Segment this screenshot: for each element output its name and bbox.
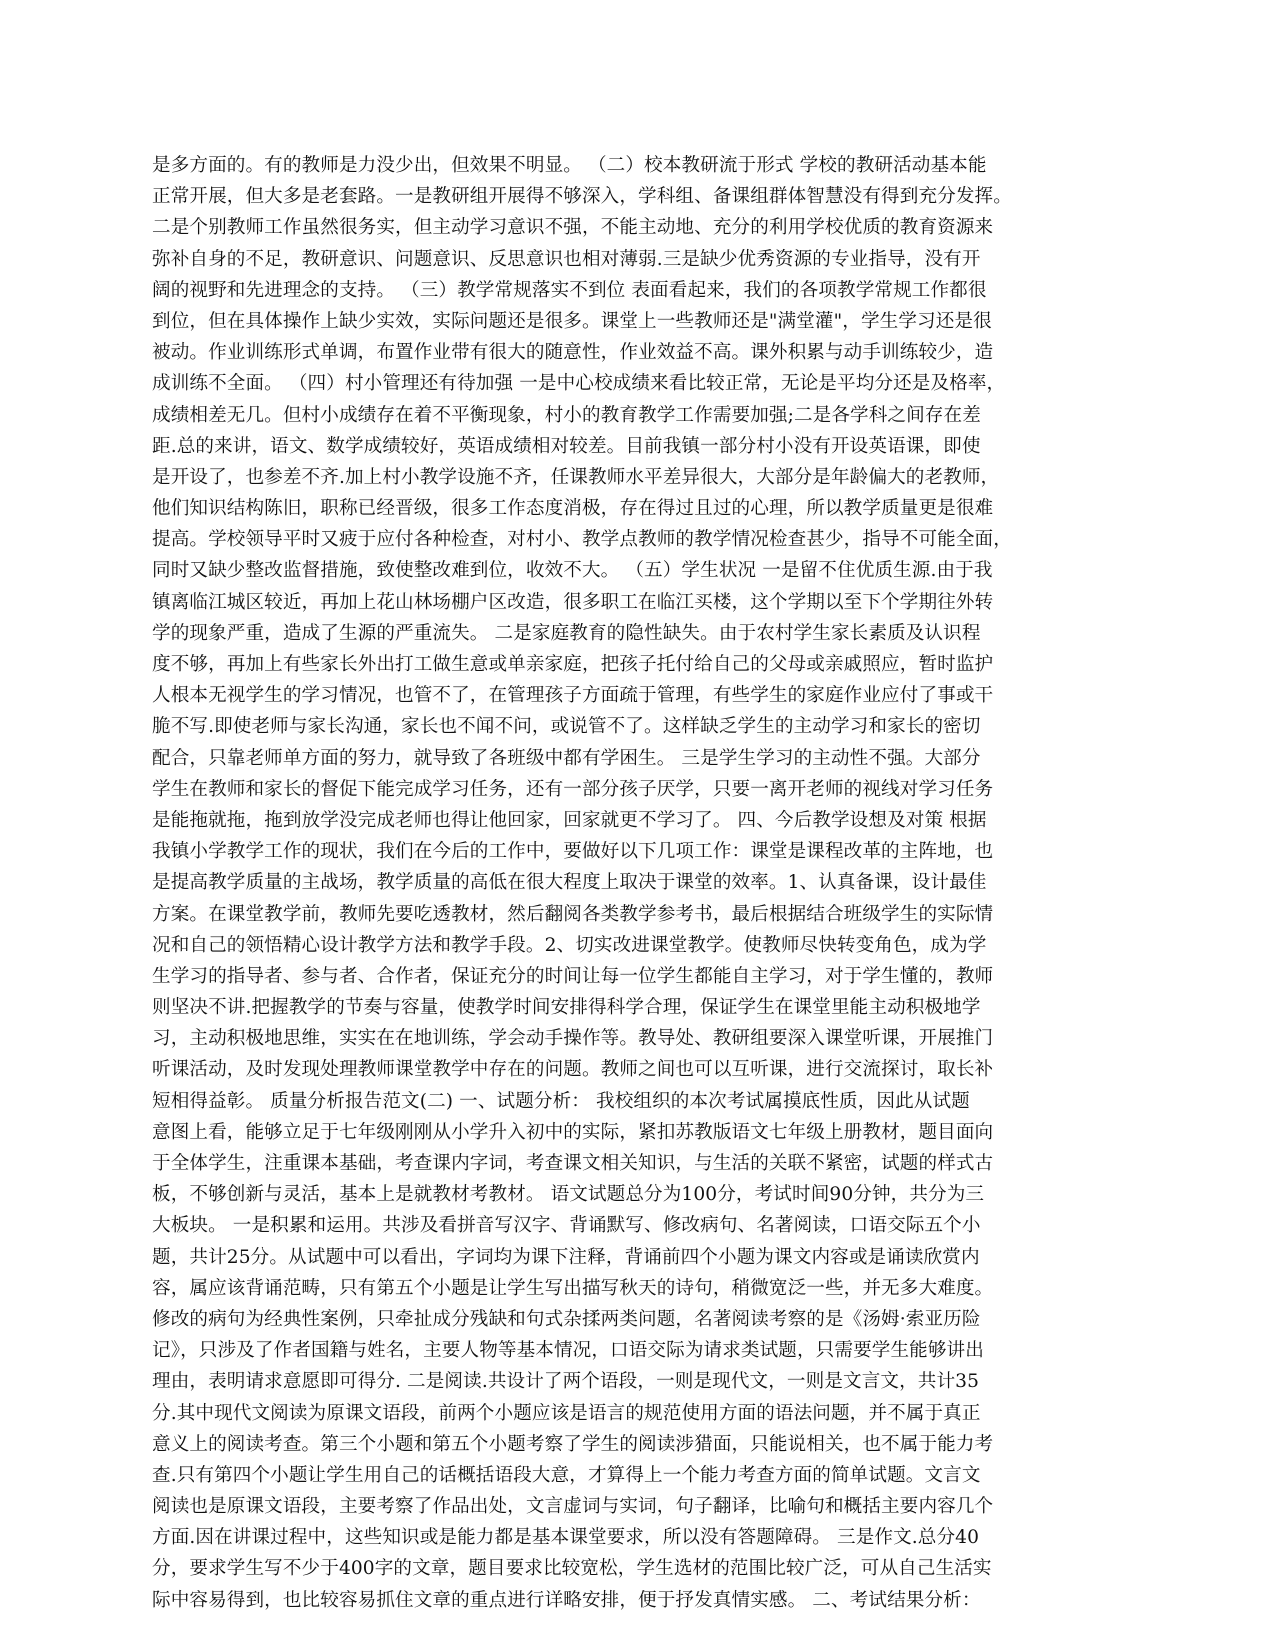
text-line: 成绩相差无几。但村小成绩存在着不平衡现象，村小的教育教学工作需要加强;二是各学科之间存在差 — [152, 404, 981, 426]
text-line: 是多方面的。有的教师是力没少出，但效果不明显。 （二）校本教研流于形式 学校的教研活动基本能 — [152, 155, 987, 176]
text-line: 人根本无视学生的学习情况，也管不了，在管理孩子方面疏于管理，有些学生的家庭作业应付了事或干 — [152, 685, 994, 707]
text-line: 阔的视野和先进理念的支持。 （三）教学常规落实不到位 表面看起来，我们的各项教学常规工作都很 — [152, 279, 987, 301]
text-line: 被动。作业训练形式单调，布置作业带有很大的随意性，作业效益不高。课外积累与动手训练较少，造 — [152, 342, 994, 364]
text-line: 分，要求学生写不少于400字的文章，题目要求比较宽松，学生选材的范围比较广泛，可从自己生活实 — [152, 1558, 992, 1580]
text-line: 生学习的指导者、参与者、合作者，保证充分的时间让每一位学生都能自主学习，对于学生懂的，教师 — [152, 965, 994, 987]
text-line: 短相得益彰。 质量分析报告范文(二) 一、试题分析： 我校组织的本次考试属摸底性质，因此从试题 — [152, 1090, 970, 1112]
text-line: 距.总的来讲，语文、数学成绩较好，英语成绩相对较差。目前我镇一部分村小没有开设英语课，即使 — [152, 435, 981, 457]
text-line: 正常开展，但大多是老套路。一是教研组开展得不够深入，学科组、备课组群体智慧没有得到充分发挥。 — [152, 186, 1012, 208]
text-line: 则坚决不讲.把握教学的节奏与容量，使教学时间安排得科学合理，保证学生在课堂里能主动积极地学 — [152, 997, 981, 1019]
text-line: 同时又缺少整改监督措施，致使整改难到位，收效不大。 （五）学生状况 一是留不住优质生源.由于我 — [152, 560, 993, 582]
text-line: 题，共计25分。从试题中可以看出，字词均为课下注释，背诵前四个小题为课文内容或是诵读欣赏内 — [152, 1246, 980, 1268]
text-line: 我镇小学教学工作的现状，我们在今后的工作中，要做好以下几项工作：课堂是课程改革的主阵地，也 — [152, 841, 994, 863]
text-line: 意图上看，能够立足于七年级刚刚从小学升入初中的实际，紧扣苏教版语文七年级上册教材，题目面向 — [152, 1121, 994, 1143]
document-page — [152, 150, 1124, 1616]
text-line: 听课活动，及时发现处理教师课堂教学中存在的问题。教师之间也可以互听课，进行交流探讨，取长补 — [152, 1059, 994, 1081]
text-line: 方案。在课堂教学前，教师先要吃透教材，然后翻阅各类教学参考书，最后根据结合班级学生的实际情 — [152, 903, 994, 925]
text-line: 成训练不全面。 （四）村小管理还有待加强 一是中心校成绩来看比较正常，无论是平均分还是及格率， — [152, 373, 1006, 395]
text-line: 学生在教师和家长的督促下能完成学习任务，还有一部分孩子厌学，只要一离开老师的视线对学习任务 — [152, 778, 994, 800]
text-line: 阅读也是原课文语段，主要考察了作品出处，文言虚词与实词，句子翻译，比喻句和概括主要内容几个 — [152, 1496, 994, 1518]
text-line: 是开设了，也参差不齐.加上村小教学设施不齐，任课教师水平差异很大，大部分是年龄偏大的老教师， — [152, 466, 1000, 488]
text-line: 脆不写.即使老师与家长沟通，家长也不闻不问，或说管不了。这样缺乏学生的主动学习和家长的密切 — [152, 716, 981, 738]
text-line: 意义上的阅读考查。第三个小题和第五个小题考察了学生的阅读涉猎面，只能说相关，也不属于能力考 — [152, 1433, 994, 1455]
text-line: 配合，只靠老师单方面的努力，就导致了各班级中都有学困生。 三是学生学习的主动性不强。大部分 — [152, 747, 981, 769]
text-line: 提高。学校领导平时又疲于应付各种检查，对村小、教学点教师的教学情况检查甚少，指导不可能全面， — [152, 529, 1012, 551]
text-line: 记》，只涉及了作者国籍与姓名，主要人物等基本情况，口语交际为请求类试题，只需要学生能够讲出 — [152, 1340, 984, 1362]
text-line: 二是个别教师工作虽然很务实，但主动学习意识不强，不能主动地、充分的利用学校优质的教育资源来 — [152, 217, 994, 239]
text-line: 大板块。 一是积累和运用。共涉及看拼音写汉字、背诵默写、修改病句、名著阅读，口语交际五个小 — [152, 1215, 981, 1237]
text-line: 习，主动积极地思维，实实在在地训练，学会动手操作等。教导处、教研组要深入课堂听课，开展推门 — [152, 1028, 994, 1050]
text-line: 镇离临江城区较近，再加上花山林场棚户区改造，很多职工在临江买楼，这个学期以至下个学期往外转 — [152, 591, 994, 613]
text-line: 是能拖就拖，拖到放学没完成老师也得让他回家，回家就更不学习了。 四、今后教学设想及对策 根据 — [152, 809, 987, 831]
text-line: 是提高教学质量的主战场，教学质量的高低在很大程度上取决于课堂的效率。1、认真备课，设计最佳 — [152, 872, 987, 894]
text-line: 学的现象严重，造成了生源的严重流失。 二是家庭教育的隐性缺失。由于农村学生家长素质及认识程 — [152, 622, 981, 644]
text-line: 于全体学生，注重课本基础，考查课内字词，考查课文相关知识，与生活的关联不紧密，试题的样式古 — [152, 1153, 994, 1174]
text-line: 际中容易得到，也比较容易抓住文章的重点进行详略安排，便于抒发真情实感。 二、考试结果分析： — [152, 1589, 981, 1611]
text-line: 查.只有第四个小题让学生用自己的话概括语段大意，才算得上一个能力考查方面的简单试题。文言文 — [152, 1464, 981, 1486]
text-line: 度不够，再加上有些家长外出打工做生意或单亲家庭，把孩子托付给自己的父母或亲戚照应，暂时监护 — [152, 654, 994, 675]
text-line: 到位，但在具体操作上缺少实效，实际问题还是很多。课堂上一些教师还是"满堂灌"，学生学习还是很 — [152, 310, 992, 332]
text-line: 方面.因在讲课过程中，这些知识或是能力都是基本课堂要求，所以没有答题障碍。 三是作文.总分40 — [152, 1527, 980, 1549]
text-line: 修改的病句为经典性案例，只牵扯成分残缺和句式杂揉两类问题，名著阅读考察的是《汤姆·索亚历险 — [152, 1308, 981, 1330]
text-line: 他们知识结构陈旧，职称已经晋级，很多工作态度消极，存在得过且过的心理，所以教学质量更是很难 — [152, 498, 994, 520]
text-line: 弥补自身的不足，教研意识、问题意识、反思意识也相对薄弱.三是缺少优秀资源的专业指导，没有开 — [152, 248, 981, 270]
text-line: 容，属应该背诵范畴，只有第五个小题是让学生写出描写秋天的诗句，稍微宽泛一些，并无多大难度。 — [152, 1277, 994, 1299]
text-line: 分.其中现代文阅读为原课文语段，前两个小题应该是语言的规范使用方面的语法问题，并不属于真正 — [152, 1402, 981, 1424]
text-line: 理由，表明请求意愿即可得分. 二是阅读.共设计了两个语段，一则是现代文，一则是文言文，共计35 — [152, 1371, 980, 1393]
text-line: 板，不够创新与灵活，基本上是就教材考教材。 语文试题总分为100分，考试时间90分钟，共分为三 — [152, 1184, 985, 1206]
text-line: 况和自己的领悟精心设计教学方法和教学手段。2、切实改进课堂教学。使教师尽快转变角色，成为学 — [152, 934, 987, 956]
